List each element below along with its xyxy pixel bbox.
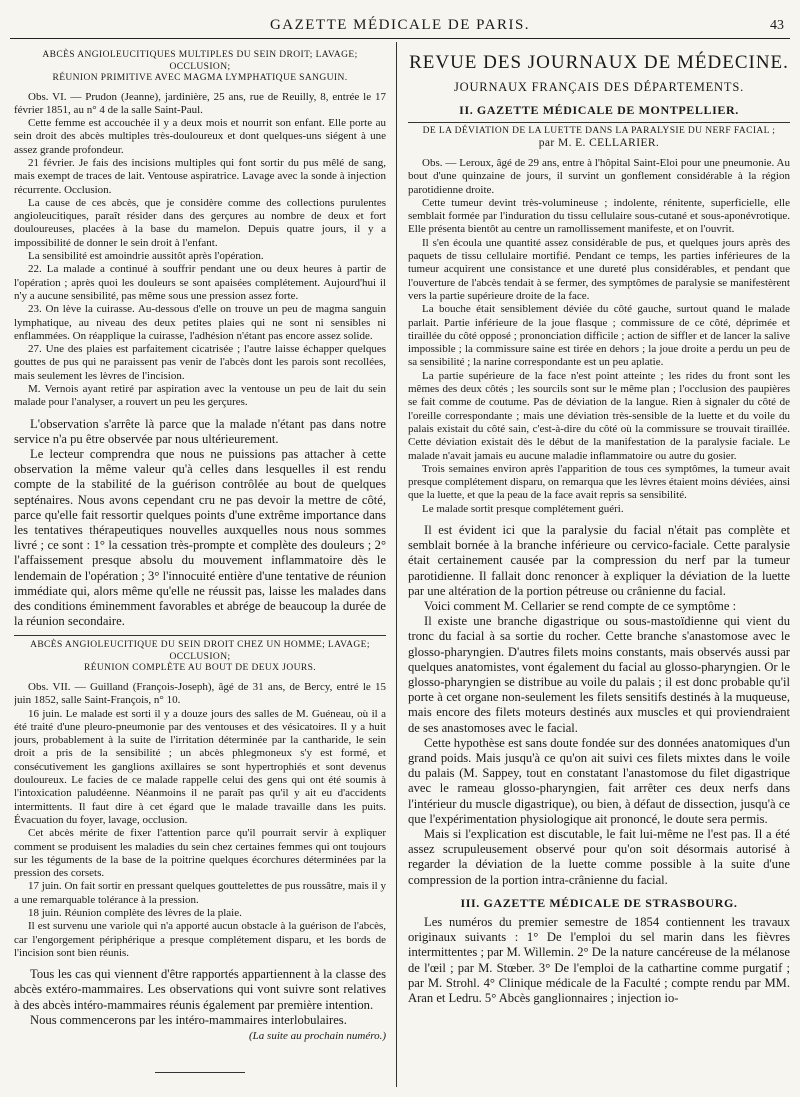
article-title: DE LA DÉVIATION DE LA LUETTE DANS LA PARALYSIE DU NERF FACIAL ; xyxy=(422,126,776,136)
observation-leroux xyxy=(408,157,790,516)
paragraph: Il existe une branche digastrique ou sous-mastoïdienne qui vient du tronc du facial à sa sortie du rocher. Cette branche s'anastomose avec le glosso-pharyngien. D'autres filets moins constants, mais observés aussi par quelques anatomistes, vont également du facial au glosso-pharyngien. Or le glosso-pharyngien se distribue au voile du palais ; il est donc probable qu'il porte à cet organe non-seulement les filets sensitifs destinés à la muqueuse, mais encore des filets moteurs destinés aux muscles et qui proviendraient de ses anastomoses avec le facial. xyxy=(408,614,790,735)
section-title-line-2: RÉUNION PRIMITIVE AVEC MAGMA LYMPHATIQUE SANGUIN. xyxy=(52,73,348,83)
paragraph: Obs. VII. — Guilland (François-Joseph), âgé de 31 ans, de Bercy, entré le 15 juin 1852, salle Saint-François, n° 10. xyxy=(14,680,386,707)
paragraph: 21 février. Je fais des incisions multiples qui font sortir du pus mêlé de sang, mais exempt de traces de lait. Ventouse aspiratrice. Lavage avec la sonde à injection récurrente. Occlusion. xyxy=(14,156,386,196)
running-header xyxy=(10,8,790,39)
paragraph: Cette femme est accouchée il y a deux mois et nourrit son enfant. Elle porte au sein droit des abcès multiples très-douloureux et dont quelques-uns siégent à une assez grande profondeur. xyxy=(14,117,386,156)
paragraph: M. Vernois ayant retiré par aspiration avec la ventouse un peu de lait du sein malade pour l'analyser, a rouvert un peu les gerçures. xyxy=(14,383,386,409)
gazette-strasbourg-heading: III. GAZETTE MÉDICALE DE STRASBOURG. xyxy=(460,895,738,910)
paragraph: Voici comment M. Cellarier se rend compte de ce symptôme : xyxy=(424,599,737,614)
section-title-obs6 xyxy=(14,50,386,85)
paragraph: Tous les cas qui viennent d'être rapportés appartiennent à la classe des abcès extéro-mammaires. Les observations qui vont suivre sont relatives à des abcès intéro-mammaires réunis également par première intention. xyxy=(14,967,386,1012)
gazette-montpellier-heading: II. GAZETTE MÉDICALE DE MONTPELLIER. xyxy=(459,103,739,117)
page-number: 43 xyxy=(770,18,784,33)
paragraph: La bouche était sensiblement déviée du côté gauche, surtout quand le malade parlait. Partie inférieure de la joue flasque ; commissure de ce côté, déprimée et tiraillée du côté opposé ; prononciation difficile ; action de siffler et de lancer la salive impossible ; la commissure saine est tirée en dehors ; la joue droite a perdu un peu de sa sensibilité ; la narine correspondante est un peu aplatie. xyxy=(408,303,790,369)
paragraph: La partie supérieure de la face n'est point atteinte ; les rides du front sont les mêmes des deux côtés ; les sourcils sont sur le même plan ; l'occlusion des paupières se fait comme de coutume. Pas de déviation de la langue. Rien à signaler du côté de l'oreille correspondante ; mais une déviation très-sensible de la luette et du voile du palais existait du côté sain, c'est-à-dire du côté où la commissure se trouvait tiraillée. Cette déviation existait dès le début de la manifestation de la paralysie faciale. Le malade n'avait jamais eu aucune maladie inflammatoire ou autre du gosier. xyxy=(408,369,790,462)
journaux-title: JOURNAUX FRANÇAIS DES DÉPARTEMENTS. xyxy=(453,80,745,94)
journal-title: GAZETTE MÉDICALE DE PARIS. xyxy=(269,17,531,33)
paragraph: 22. La malade a continué à souffrir pendant une ou deux heures à partir de l'opération ; après quoi les douleurs se sont apaisées complétement. Aujourd'hui il n'y a aucune sensibilité, pas même sous une pression assez forte. xyxy=(14,263,386,302)
paragraph: Mais si l'explication est discutable, le fait lui-même ne l'est pas. Il a été assez scrupuleusement observé pour qu'on soit désormais autorisé à regarder la déviation de la luette comme possible à la suite d'une compression de la portion intra-crânienne du facial. xyxy=(408,827,790,887)
right-column xyxy=(408,46,790,1089)
observation-7 xyxy=(14,681,386,960)
paragraph: Cette tumeur devint très-volumineuse ; indolente, rénitente, superficielle, elle semblait formée par l'induration du tissu cellulaire sous-cutané et sous-aponévrotique. Elle présenta bientôt au centre un ramollissement manifeste, et on l'ouvrit. xyxy=(408,196,790,236)
paragraph: 27. Une des plaies est parfaitement cicatrisée ; l'autre laisse échapper quelques gouttes de pus qui ne paraissent pas venir de l'abcès dont les parois sont recollées, mais seulement les lèvres de l'incision. xyxy=(14,343,386,382)
paragraph: Il est survenu une variole qui n'a apporté aucun obstacle à la guérison de l'abcès, car l'engorgement périphérique a presque complétement disparu, et les bords de l'incision sont bien réunis. xyxy=(14,920,386,959)
article-author: par M. E. CELLARIER. xyxy=(538,136,660,149)
paragraph: 16 juin. Le malade est sorti il y a douze jours des salles de M. Guéneau, où il a été traité d'une pleuro-pneumonie par des ventouses et des vésicatoires. Il y a huit jours, probablement à la suite de l'irritation déterminée par la cantharide, le sein droit a pris de la sensibilité ; un abcès phlegmoneux s'y est formé, et consécutivement les ganglions axillaires se sont hypertrophiés et sont devenus douloureux. Le facies de ce malade rappelle celui des gens qui ont été soumis à l'intoxication paludéenne. Néanmoins il ne paraît pas qu'il y ait eu d'accidents intermittents. Il faut dire à cet égard que le malade travaille dans les puits. Évacuation du foyer, lavage, occlusion. xyxy=(14,707,386,826)
section-title-line-2: RÉUNION COMPLÈTE AU BOUT DE DEUX JOURS. xyxy=(83,663,317,674)
strasbourg-text xyxy=(408,915,790,1006)
paragraph: Obs. — Leroux, âgé de 29 ans, entre à l'hôpital Saint-Eloi pour une pneumonie. Au bout d'une quinzaine de jours, il survint un gonflement considérable à la région parotidienne droite. xyxy=(408,157,790,196)
revue-title: REVUE DES JOURNAUX DE MÉDECINE. xyxy=(409,52,789,73)
paragraph: Le malade sortit presque complétement guéri. xyxy=(422,502,624,515)
paragraph: 23. On lève la cuirasse. Au-dessous d'elle on trouve un peu de magma sanguin lymphatique, au niveau des deux petites plaies qui ne sont ni sensibles ni enflammées. On réapplique la cuirasse, l'adhésion n'étant pas encore assez solide. xyxy=(14,303,386,342)
continued-note: (La suite au prochain numéro.) xyxy=(249,1030,386,1043)
left-column xyxy=(14,46,386,1089)
section-rule xyxy=(14,635,386,636)
paragraph: Obs. VI. — Prudon (Jeanne), jardinière, 25 ans, rue de Reuilly, 8, entrée le 17 février 1851, au n° 4 de la salle Saint-Paul. xyxy=(14,90,386,116)
section-title-line-1: ABCÈS ANGIOLEUCITIQUES MULTIPLES DU SEIN DROIT; LAVAGE; OCCLUSION; xyxy=(42,50,358,72)
paragraph: Il s'en écoula une quantité assez considérable de pus, et quelques jours après des paquets de tissu cellulaire mortifié. Pendant ce temps, les parties inférieures de la tumeur acquirent une consistance et une dureté plus considérables, et pendant que l'ouverture de l'abcès tendait à se fermer, des symptômes de paralysie se manifestèrent vers la partie supérieure droite de la face. xyxy=(408,236,790,302)
paragraph: 17 juin. On fait sortir en pressant quelques gouttelettes de pus roussâtre, mais il y a une remarquable tolérance à la pression. xyxy=(14,880,386,906)
section-title-obs7 xyxy=(14,640,386,675)
observation-6 xyxy=(14,91,386,410)
paragraph: La sensibilité est amoindrie aussitôt après l'opération. xyxy=(28,250,264,263)
paragraph: 18 juin. Réunion complète des lèvres de la plaie. xyxy=(28,907,242,920)
commentary-right xyxy=(408,523,790,888)
end-rule xyxy=(155,1072,245,1073)
article-heading xyxy=(408,122,790,149)
paragraph: L'observation s'arrête là parce que la malade n'étant pas dans notre service n'a pu être observée par nous ultérieurement. xyxy=(14,416,386,446)
closing-left xyxy=(14,967,386,1028)
paragraph: Cette hypothèse est sans doute fondée sur des données anatomiques d'un grand poids. Mais jusqu'à ce qu'on ait suivi ces filets mixtes dans le voile du palais (M. Sappey, tout en constatant l'anastomose du filet digastrique avec le rameau glosso-pharyngien, fait arrêter ces deux nerfs dans l'intérieur du muscle digastrique), ou bien, à défaut de dissection, jusqu'à ce que l'expérimentation physiologique ait prononcé, le doute sera permis. xyxy=(408,735,790,826)
column-divider xyxy=(396,42,397,1087)
paragraph: Le lecteur comprendra que nous ne puissions pas attacher à cette observation la même valeur qu'à celles dans lesquelles il est rendu compte de la stabilité de la guérison contrôlée au bout de quelques septénaires. Nous avons cependant cru ne pas devoir la mettre de côté, parce qu'elle fait ressortir quelques points d'une extrême importance dans les tentatives thérapeutiques nouvelles auxquelles nous nous sommes livré ; ce sont : 1° la cessation très-prompte et complète des douleurs ; 2° l'affaissement presque absolu du mouvement inflammatoire dès le lendemain de l'opération ; 3° l'innocuité entière d'une tentative de réunion immédiate qui, alors même qu'elle ne réussit pas, laisse les malades dans des conditions éminemment favorables et abrége de beaucoup la durée de la réunion secondaire. xyxy=(14,447,386,629)
paragraph: Trois semaines environ après l'apparition de tous ces symptômes, la tumeur avait presque complétement disparu, on remarqua que les lèvres étaient moins déviées, ainsi que la luette, et que la peau de la face avait repris sa sensibilité. xyxy=(408,462,790,502)
commentary-left xyxy=(14,417,386,630)
paragraph: Nous commencerons par les intéro-mammaires interlobulaires. xyxy=(30,1012,347,1027)
section-title-line-1: ABCÈS ANGIOLEUCITIQUE DU SEIN DROIT CHEZ UN HOMME; LAVAGE; OCCLUSION; xyxy=(30,640,370,662)
paragraph: La cause de ces abcès, que je considère comme des collections purulentes angioleucitiques, paraît résider dans des gerçures au nombre de deux et fort douloureuses, placées à la base du mamelon. Depuis quatre jours, il y a impossibilité de donner le sein droit à l'enfant. xyxy=(14,196,386,249)
paragraph: Cet abcès mérite de fixer l'attention parce qu'il pourrait servir à expliquer comment se produisent les maladies du sein chez certaines femmes qui ont toujours sur les téguments de la base de la poitrine quelques écorchures déterminées par la pression des corsets. xyxy=(14,827,386,880)
paragraph: Les numéros du premier semestre de 1854 contiennent les travaux originaux suivants : 1° De l'emploi du sel marin dans les fièvres intermittentes ; par M. Willemin. 2° De la nature cancéreuse de la mélanose de l'œil ; par M. Stœber. 3° De l'emploi de la cathartine comme purgatif ; par M. Strohl. 4° Clinique médicale de la Faculté ; compte rendu par MM. Aran et Ledru. 5° Abcès ganglionnaires ; injection io- xyxy=(408,914,790,1005)
paragraph: Il est évident ici que la paralysie du facial n'était pas complète et semblait bornée à la branche inférieure ou cervico-faciale. Cette paralysie était certainement causée par la compression du nerf par la tumeur parotidienne. Il fallait donc renoncer à expliquer la déviation de la luette par une altération de la portion pétreuse ou crânienne du facial. xyxy=(408,523,790,598)
